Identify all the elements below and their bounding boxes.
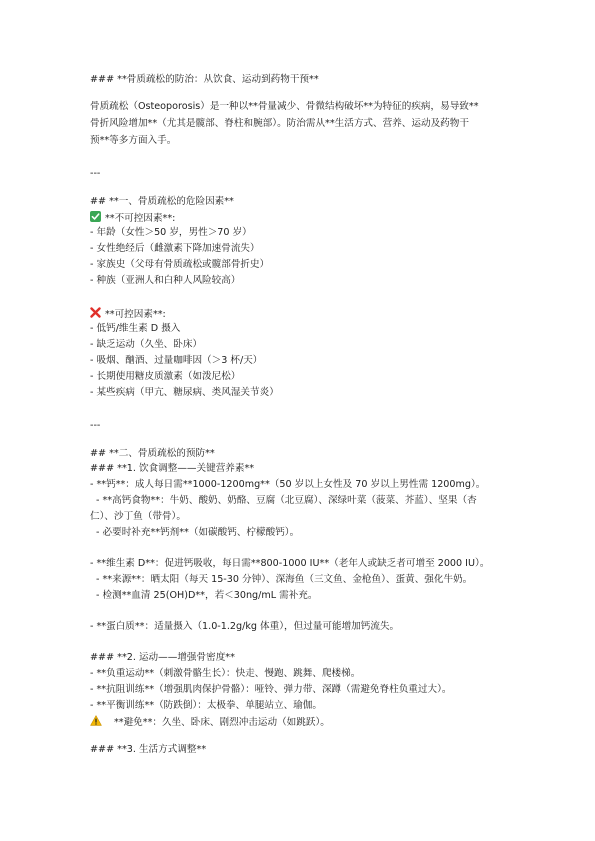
uncontrollable-factors-label-row — [90, 211, 175, 226]
avoid-text: **避免**：久坐、卧床、剧烈冲击运动（如跳跃）。 — [114, 717, 330, 728]
subsection-heading: ### **2. 运动——增强骨密度** — [90, 652, 235, 663]
list-item: - 某些疾病（甲亢、糖尿病、类风湿关节炎） — [90, 387, 279, 398]
list-item: - **抗阻训练**（增强肌肉保护骨骼）：哑铃、弹力带、深蹲（需避免脊柱负重过大）。 — [90, 684, 452, 695]
subsection-heading: ### **3. 生活方式调整** — [90, 744, 207, 755]
cross-mark-icon — [90, 307, 101, 322]
controllable-factors-label: **可控因素**: — [105, 309, 166, 320]
list-item: - 年龄（女性＞50 岁，男性＞70 岁） — [90, 227, 252, 238]
document-title: ### **骨质疏松的防治：从饮食、运动到药物干预** — [90, 74, 319, 85]
intro-line: 预**等多方面入手。 — [90, 135, 177, 146]
separator: --- — [90, 420, 101, 431]
warning-icon — [90, 715, 102, 730]
list-item: - 缺乏运动（久坐、卧床） — [90, 339, 203, 350]
list-item: - 家族史（父母有骨质疏松或髋部骨折史） — [90, 259, 270, 270]
calcium-line: 仁）、沙丁鱼（带骨）。 — [90, 511, 186, 522]
subsection-heading: ### **1. 饮食调整——关键营养素** — [90, 463, 255, 474]
list-item: - 女性绝经后（雌激素下降加速骨流失） — [90, 243, 260, 254]
list-item: - **平衡训练**（防跌倒）：太极拳、单腿站立、瑜伽。 — [90, 700, 322, 711]
intro-line: 骨折风险增加**（尤其是髋部、脊柱和腕部）。防治需从**生活方式、营养、运动及药物干 — [90, 118, 469, 129]
section-heading: ## **二、骨质疏松的预防** — [90, 448, 215, 459]
list-item: - 低钙/维生素 D 摄入 — [90, 323, 181, 334]
controllable-factors-label-row — [90, 307, 166, 322]
check-mark-icon — [90, 211, 101, 226]
uncontrollable-factors-label: **不可控因素**: — [105, 213, 176, 224]
list-item: - 种族（亚洲人和白种人风险较高） — [90, 275, 241, 286]
avoid-row — [90, 715, 330, 730]
vitamin-d-line: - **来源**：晒太阳（每天 15-30 分钟）、深海鱼（三文鱼、金枪鱼）、蛋黄、强化牛奶。 — [96, 574, 473, 585]
section-heading: ## **一、骨质疏松的危险因素** — [90, 196, 234, 207]
list-item: - 长期使用糖皮质激素（如泼尼松） — [90, 371, 241, 382]
intro-line: 骨质疏松（Osteoporosis）是一种以**骨量减少、骨微结构破坏**为特征的疾病，易导致** — [90, 101, 479, 112]
protein-line: - **蛋白质**：适量摄入（1.0-1.2g/kg 体重），但过量可能增加钙流失。 — [90, 621, 400, 632]
separator: --- — [90, 168, 101, 179]
vitamin-d-line: - 检测**血清 25(OH)D**，若＜30ng/mL 需补充。 — [96, 590, 318, 601]
list-item: - 吸烟、酗酒、过量咖啡因（＞3 杯/天） — [90, 355, 263, 366]
calcium-line: - 必要时补充**钙剂**（如碳酸钙、柠檬酸钙）。 — [96, 527, 300, 538]
list-item: - **负重运动**（刺激骨骼生长）：快走、慢跑、跳舞、爬楼梯。 — [90, 668, 361, 679]
calcium-line: - **高钙食物**：牛奶、酸奶、奶酪、豆腐（北豆腐）、深绿叶菜（菠菜、芥蓝）、坚果（杏 — [96, 495, 477, 506]
vitamin-d-line: - **维生素 D**：促进钙吸收，每日需**800-1000 IU**（老年人或缺乏者可增至 2000 IU）。 — [90, 558, 490, 569]
calcium-line: - **钙**：成人每日需**1000-1200mg**（50 岁以上女性及 70 岁以上男性需 1200mg）。 — [90, 479, 486, 490]
